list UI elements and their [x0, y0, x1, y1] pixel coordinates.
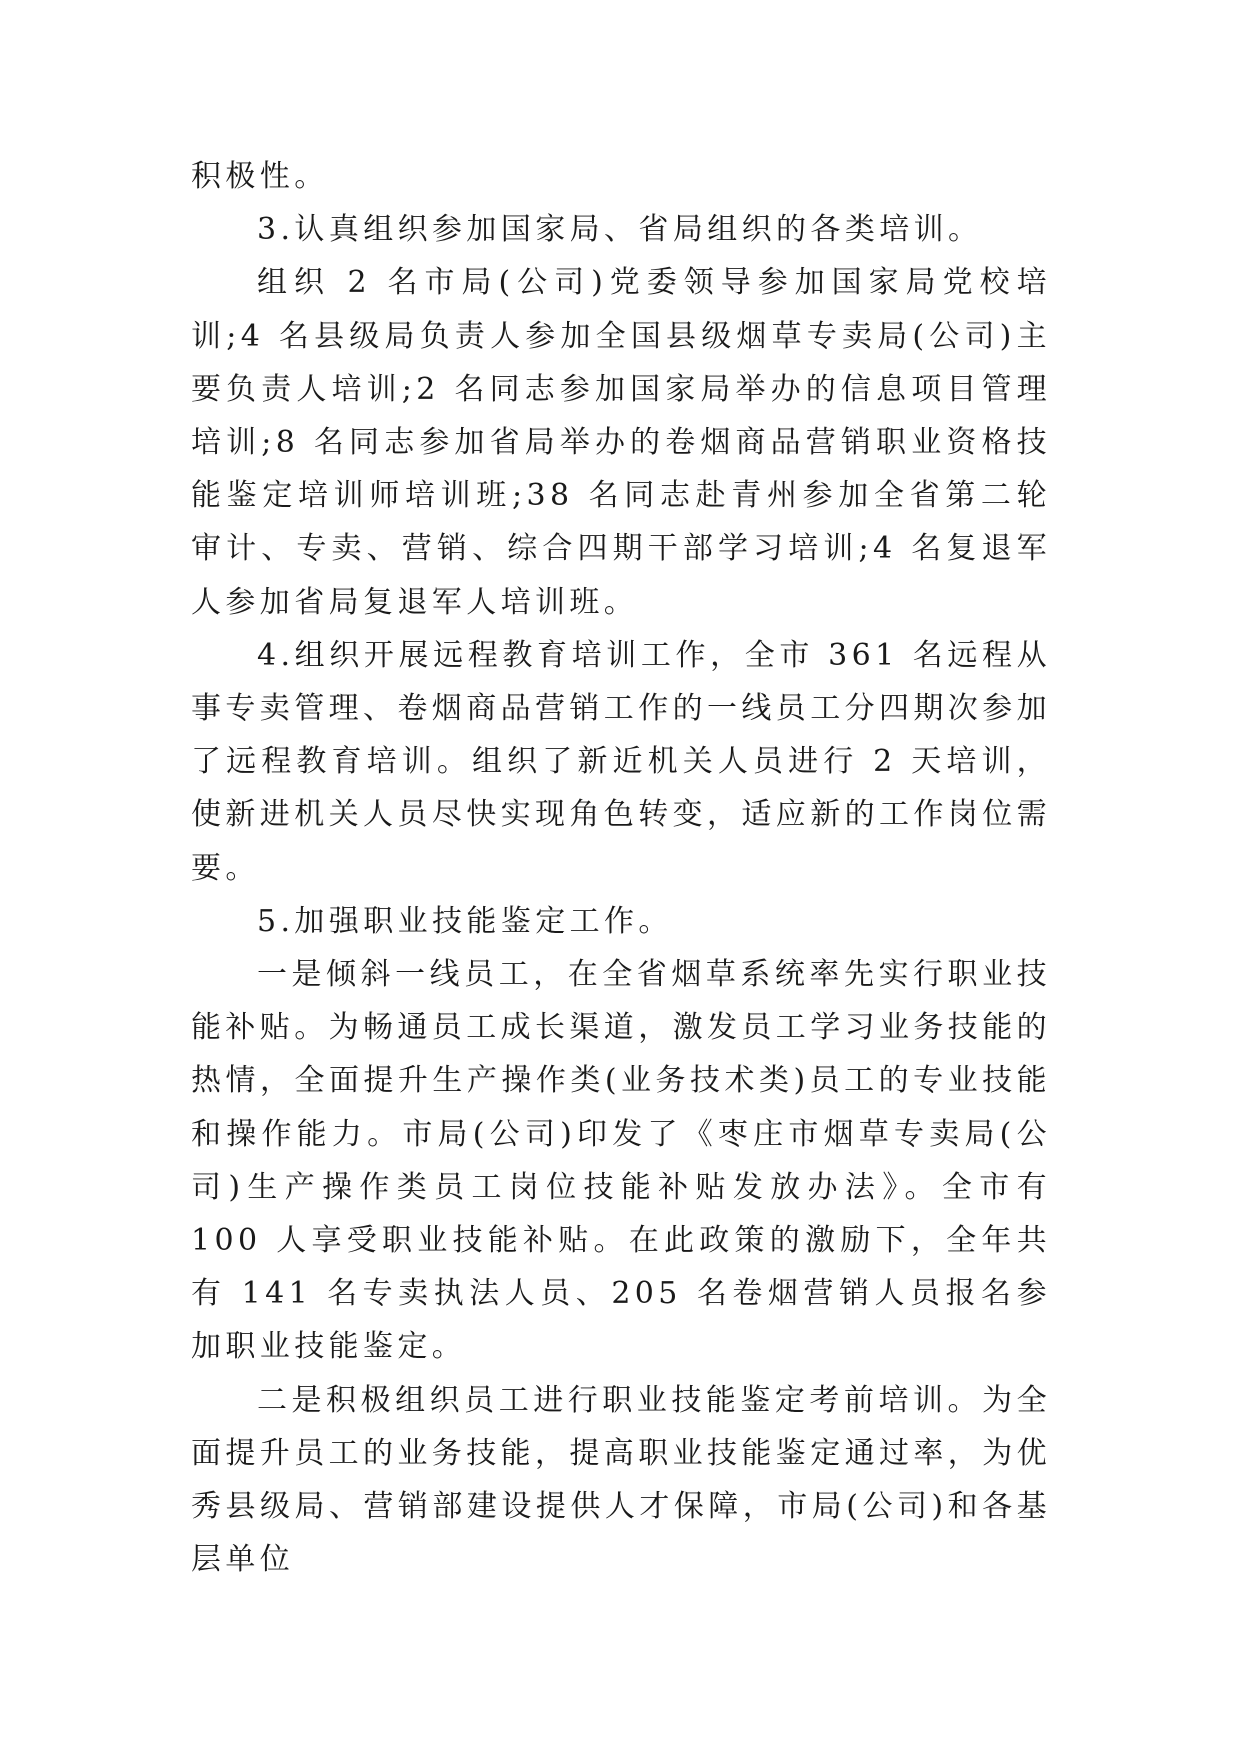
paragraph: 一是倾斜一线员工，在全省烟草系统率先实行职业技能补贴。为畅通员工成长渠道，激发员工学习业务技能的热情，全面提升生产操作类(业务技术类)员工的专业技能和操作能力。市局(公司)印发了《枣庄市烟草专卖局(公司)生产操作类员工岗位技能补贴发放办法》。全市有 100 人享受职业技能补贴。在此政策的激励下，全年共有 141 名专卖执法人员、205 名卷烟营销人员报名参加职业技能鉴定。 [191, 957, 1051, 1365]
paragraph: 4.组织开展远程教育培训工作，全市 361 名远程从事专卖管理、卷烟商品营销工作的一线员工分四期次参加了远程教育培训。组织了新近机关人员进行 2 天培训，使新进机关人员尽快实现角色转变，适应新的工作岗位需要。 [191, 637, 1051, 886]
paragraph: 5.加强职业技能鉴定工作。 [257, 903, 673, 939]
paragraph: 组织 2 名市局(公司)党委领导参加国家局党校培训;4 名县级局负责人参加全国县级烟草专卖局(公司)主要负责人培训;2 名同志参加国家局举办的信息项目管理培训;8 名同志参加省局举办的卷烟商品营销职业资格技能鉴定培训师培训班;38 名同志赴青州参加全省第二轮审计、专卖、营销、综合四期干部学习培训;4 名复退军人参加省局复退军人培训班。 [191, 265, 1051, 620]
paragraph: 积极性。 [191, 159, 329, 194]
paragraph: 二是积极组织员工进行职业技能鉴定考前培训。为全面提升员工的业务技能，提高职业技能鉴定通过率，为优秀县级局、营销部建设提供人才保障，市局(公司)和各基层单位 [191, 1382, 1051, 1578]
body-text [191, 150, 1051, 1586]
paragraph: 3.认真组织参加国家局、省局组织的各类培训。 [257, 212, 983, 248]
